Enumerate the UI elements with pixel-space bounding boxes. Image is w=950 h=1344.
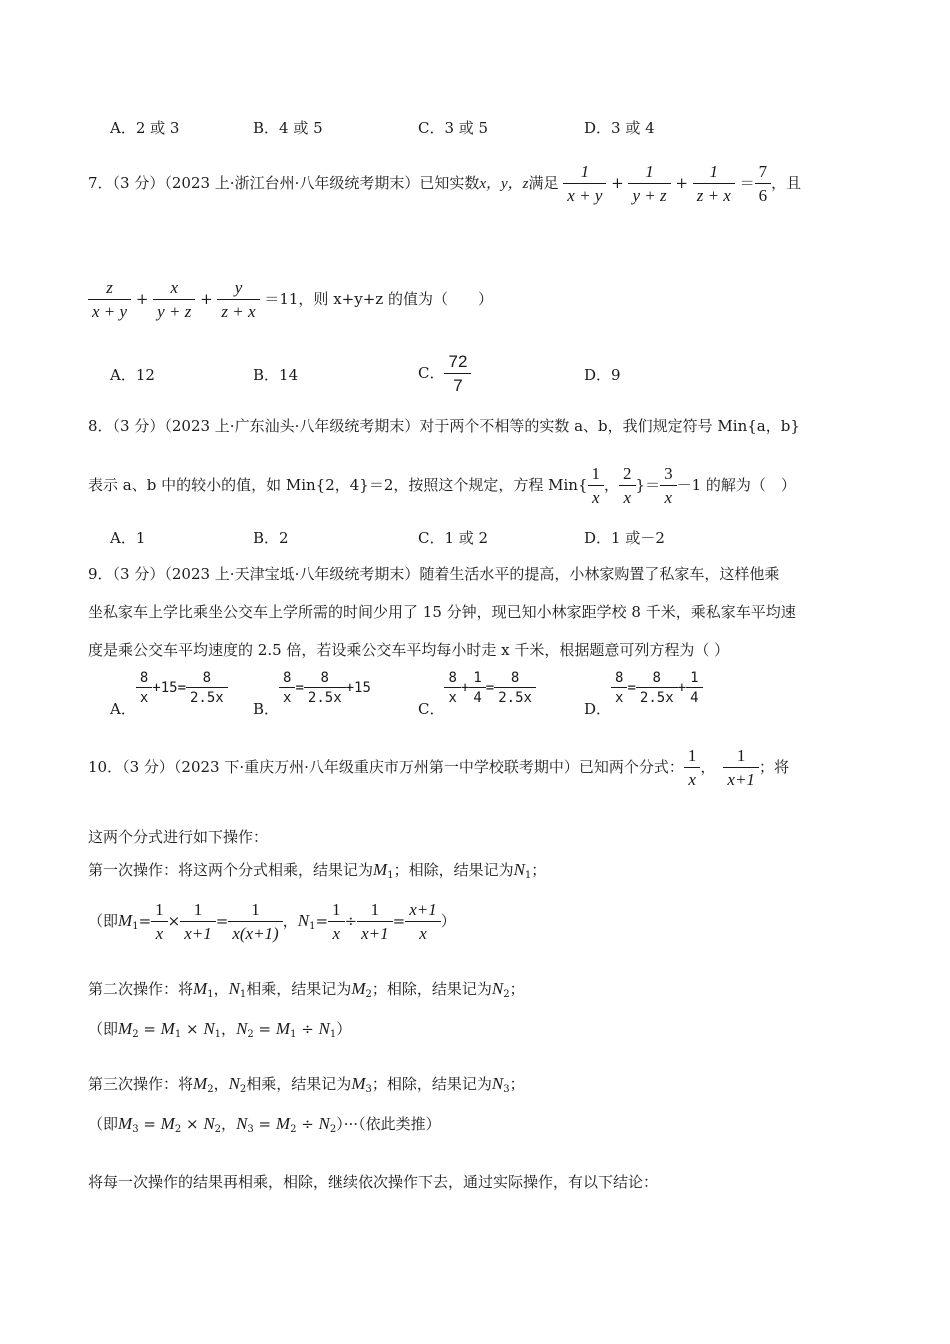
- q10-line-1: 10．（3 分）（2023 下·重庆万州·八年级重庆市万州第一中学校联考期中）已知两个分式： $\frac{1}{x}$ ， $\frac{1}{x+1}$ ；将: [88, 746, 789, 789]
- q10-op1: 第一次操作：将这两个分式相乘，结果记为$M_1$；相除，结果记为$N_1$；: [88, 860, 547, 881]
- q9-option-d: D． $\frac{8}{x}$ = $\frac{8}{2.5x}$ + $\frac{1}{4}$: [584, 670, 703, 719]
- q7-option-d: D．9: [584, 366, 621, 384]
- q7-stem: 7．（3 分）（2023 上·浙江台州·八年级统考期末）已知实数x，y，z满足 $\frac{1}{x + y}$ + $\frac{1}{y + z}$ + $\frac{1}{z + x}$ ＝ $\frac{7}{6}$ ，且: [88, 162, 802, 205]
- q8-line-1: 8．（3 分）（2023 上·广东汕头·八年级统考期末）对于两个不相等的实数 a、b，我们规定符号 Min{a，b}: [88, 417, 800, 435]
- q7-frac-1: $\frac{1}{x + y}$: [563, 162, 606, 206]
- q6-option-b: B．4 或 5: [253, 119, 323, 137]
- q6-option-d: D．3 或 4: [584, 119, 655, 137]
- q9-line-1: 9．（3 分）（2023 上·天津宝坻·八年级统考期末）随着生活水平的提高，小林家购置了私家车，这样他乘: [88, 565, 780, 583]
- q7-option-b: B．14: [253, 366, 299, 384]
- q10-example-1: （即$M_1=$ $\frac{1}{x}$ × $\frac{1}{x+1}$ = $\frac{1}{x(x+1)}$ ，$N_1=$ $\frac{1}{x}$ ÷ $\frac{1}{x+1}$ = $\frac{x+1}{x}$ ）: [88, 900, 456, 943]
- q7-condition: $\frac{z}{x + y}$ + $\frac{x}{y + z}$ + $\frac{y}{z + x}$ ＝11，则 x+y+z 的值为（ ）: [88, 278, 493, 322]
- q7-frac-3: $\frac{1}{z + x}$: [693, 162, 735, 206]
- q9-option-a: A． $\frac{8}{x}$ +15= $\frac{8}{2.5x}$: [110, 670, 228, 719]
- q8-option-c: C．1 或 2: [418, 529, 489, 547]
- q7-option-c: C． $\frac{72}{7}$: [418, 352, 471, 396]
- q10-example-2: （即$M_2 = M_1 \times N_1$，$N_2 = M_1 \div N_1$）: [88, 1019, 352, 1040]
- q8-line-2: 表示 a、b 中的较小的值，如 Min{2，4}＝2，按照这个规定，方程 Min{ $\frac{1}{x}$ ， $\frac{2}{x}$ }＝ $\frac{3}{x}$ －1 的解为（ ）: [88, 464, 796, 507]
- q10-example-3: （即$M_3 = M_2 \times N_2$，$N_3 = M_2 \div N_2)\cdot\cdot\cdot$（依此类推）: [88, 1114, 441, 1135]
- q10-line-2: 这两个分式进行如下操作：: [88, 828, 269, 846]
- q9-line-3: 度是乘公交车平均速度的 2.5 倍，若设乘公交车平均每小时走 x 千米，根据题意可列方程为（ ）: [88, 641, 730, 659]
- q8-option-a: A．1: [110, 529, 146, 547]
- q7-rhs: $\frac{7}{6}$: [755, 162, 772, 206]
- q9-line-2: 坐私家车上学比乘坐公交车上学所需的时间少用了 15 分钟，现已知小林家距学校 8 千米，乘私家车平均速: [88, 603, 796, 621]
- q8-option-b: B．2: [253, 529, 289, 547]
- q10-op3: 第三次操作：将$M_2$，$N_2$相乘，结果记为$M_3$；相除，结果记为$N_3$；: [88, 1074, 525, 1095]
- q6-option-c: C．3 或 5: [418, 119, 489, 137]
- q6-option-a: A．2 或 3: [110, 119, 180, 137]
- q9-option-b: B． $\frac{8}{x}$ = $\frac{8}{2.5x}$ +15: [253, 670, 371, 718]
- q7-option-a: A．12: [110, 366, 155, 384]
- q9-option-c: C． $\frac{8}{x}$ + $\frac{1}{4}$ = $\frac{8}{2.5x}$: [418, 670, 536, 719]
- q10-final: 将每一次操作的结果再相乘，相除，继续依次操作下去，通过实际操作，有以下结论：: [88, 1173, 659, 1191]
- q7-frac-2: $\frac{1}{y + z}$: [628, 162, 670, 206]
- q10-op2: 第二次操作：将$M_1$，$N_1$相乘，结果记为$M_2$；相除，结果记为$N_2$；: [88, 979, 525, 1000]
- q8-option-d: D．1 或－2: [584, 529, 665, 547]
